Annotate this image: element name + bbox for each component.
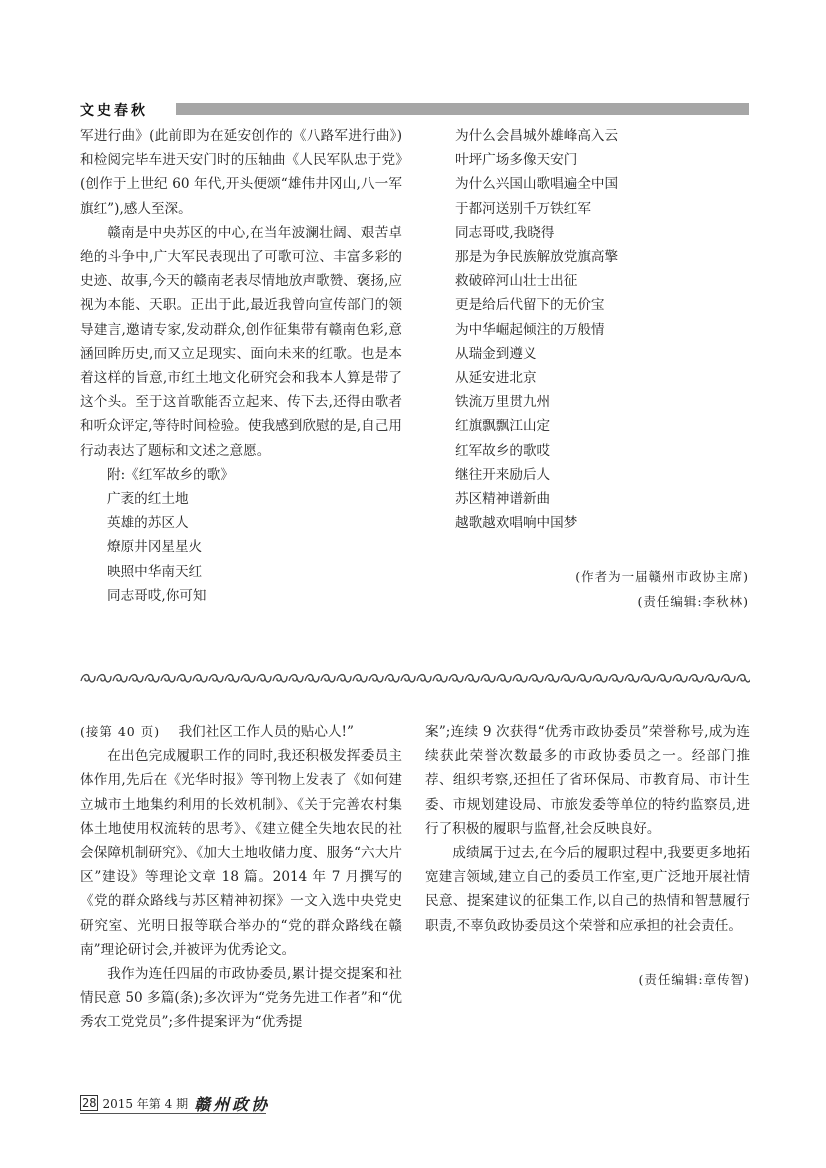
continuation-mark: (接第 40 页) — [80, 724, 161, 739]
paragraph: 军进行曲》(此前即为在延安创作的《八路军进行曲》)和检阅完毕车进天安门时的压轴曲《人民军队忠于党》(创作于上世纪 60 年代,开头便颂“雄伟井冈山,八一军旗红”),感人至深。 — [80, 128, 402, 217]
poem-line: 叶坪广场多像天安门 — [455, 152, 578, 169]
paragraph: 我作为连任四届的市政协委员,累计提交提案和社情民意 50 多篇(条);多次评为“党务先进工作者”和“优秀农工党党员”;多件提案评为“优秀提 — [80, 966, 402, 1031]
poem-line: 同志哥哎,我晓得 — [455, 224, 555, 241]
header-bar — [176, 103, 749, 115]
poem-line: 苏区精神谱新曲 — [455, 491, 551, 508]
editor-note: (责任编辑:章传智) — [638, 971, 750, 987]
page-footer — [80, 1092, 270, 1114]
author-note: (作者为一届赣州市政协主席) — [575, 569, 749, 585]
ornamental-divider — [80, 670, 750, 686]
poem-line: 为中华崛起倾注的万般情 — [455, 321, 605, 338]
paragraph: 在出色完成履职工作的同时,我还积极发挥委员主体作用,先后在《光华时报》等刊物上发表了《如何建立城市土地集约利用的长效机制》、《关于完善农村集体土地使用权流转的思考》、《建立健全失地农民的社会保障机制研究》、《加大土地收储力度、服务“六大片区”建设》等理论文章 18 篇。2014 年 7 月撰写的《党的群众路线与苏区精神初探》一文入选中央党史研究室、光明日报等联合举办的“党的群众路线在赣南”理论研讨会,并被评为优秀论文。 — [80, 748, 402, 958]
poem-line: 英雄的苏区人 — [107, 515, 189, 532]
section-title: 文史春秋 — [80, 103, 148, 119]
poem-line: 燎原井冈星星火 — [107, 539, 203, 556]
paragraph: 赣南是中央苏区的中心,在当年波澜壮阔、艰苦卓绝的斗争中,广大军民表现出了可歌可泣、丰富多彩的史迹、故事,今天的赣南老表尽情地放声歌赞、褒扬,应视为本能、天职。正出于此,最近我曾向宣传部门的领导建言,邀请专家,发动群众,创作征集带有赣南色彩,意涵回眸历史,而又立足现实、面向未来的红歌。也是本着这样的旨意,市红土地文化研究会和我本人算是带了这个头。至于这首歌能否立起来、传下去,还得由歌者和听众评定,等待时间检验。使我感到欣慰的是,自己用行动表达了题标和文述之意愿。 — [80, 224, 402, 459]
bottom-right-column — [425, 720, 750, 992]
poem-line: 更是给后代留下的无价宝 — [455, 297, 605, 314]
issue-label: 2015 年第 4 期 — [102, 1096, 189, 1111]
paragraph: 案”;连续 9 次获得“优秀市政协委员”荣誉称号,成为连续获此荣誉次数最多的市政协委员之一。经部门推荐、组织考察,还担任了省环保局、市教育局、市计生委、市规划建设局、市旅发委等单位的特约监察员,进行了积极的履职与监督,社会反映良好。 — [425, 724, 750, 837]
poem-line: 从延安进北京 — [455, 370, 537, 387]
top-right-column — [455, 124, 755, 614]
poem-line: 同志哥哎,你可知 — [107, 587, 207, 604]
editor-note: (责任编辑:李秋林) — [637, 593, 749, 609]
poem-line: 于都河送别千万铁红军 — [455, 200, 591, 217]
poem-line: 从瑞金到遵义 — [455, 345, 537, 362]
poem-line: 铁流万里贯九州 — [455, 394, 551, 411]
page-number: 28 — [82, 1096, 97, 1110]
poem-line: 越歌越欢唱响中国梦 — [455, 515, 578, 532]
continuation-line — [80, 720, 402, 744]
poem-line: 红旗飘飘江山定 — [455, 418, 551, 435]
poem-line: 救破碎河山壮士出征 — [455, 273, 578, 290]
bottom-left-column — [80, 720, 402, 1035]
poem-line: 附:《红军故乡的歌》 — [107, 466, 234, 483]
poem-line: 为什么会昌城外雄峰高入云 — [455, 128, 619, 144]
poem-line: 广袤的红土地 — [107, 491, 189, 508]
poem-block — [80, 463, 402, 608]
magazine-title: 赣州政协 — [194, 1094, 271, 1114]
poem-line: 映照中华南天红 — [107, 563, 203, 580]
top-left-column — [80, 124, 402, 608]
paragraph: 成绩属于过去,在今后的履职过程中,我要更多地拓宽建言领域,建立自己的委员工作室,更广泛地开展社情民意、提案建议的征集工作,以自己的热情和智慧履行职责,不辜负政协委员这个荣誉和应承担的社会责任。 — [425, 845, 750, 934]
poem-line: 红军故乡的歌哎 — [455, 442, 551, 459]
poem-line: 继往开来励后人 — [455, 466, 551, 483]
poem-line: 为什么兴国山歌唱遍全中国 — [455, 176, 619, 193]
continuation-text: 我们社区工作人员的贴心人!” — [178, 724, 354, 740]
poem-line: 那是为争民族解放党旗高擎 — [455, 249, 619, 266]
footer-rule — [80, 1113, 266, 1114]
